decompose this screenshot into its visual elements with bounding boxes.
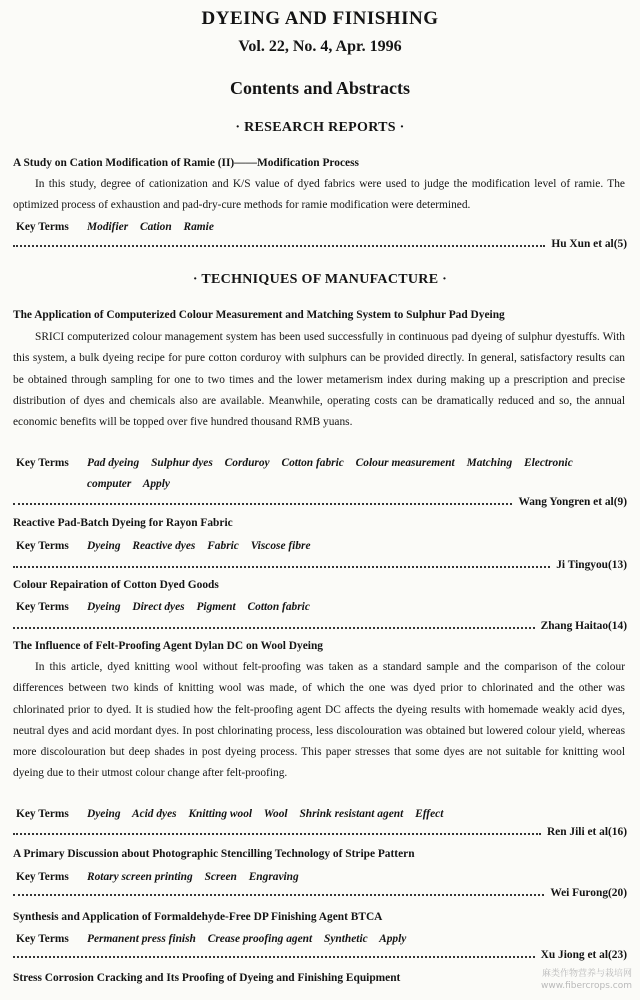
site-watermark — [541, 968, 632, 992]
key-term: Viscose fibre — [250, 540, 311, 552]
author-line — [13, 557, 627, 571]
article-title: A Study on Cation Modification of Ramie (II)——Modification Process — [13, 157, 359, 169]
key-terms-label: Key Terms — [16, 601, 69, 613]
key-term: Wool — [263, 808, 288, 820]
article-abstract: SRICI computerized colour management system has been used successfully in continuous pad dyeing of sulphur dyestuffs. With this system, a bulk dyeing recipe for pure cotton corduroy with sulphurs can be provided directly. In general, satisfactory results can be obtained through sampling for one to two times and the lower metamerism index during making up a prescription and precise distribution of dyes and chemicals also are available. Meanwhile, operating costs can be dramatically reduced and so, the annual economic benefits will be topped over five hundred thousand RMB yuans. — [13, 331, 625, 429]
article-author: Hu Xun et al(5) — [551, 238, 627, 250]
key-terms-list — [87, 536, 627, 557]
key-terms-label: Key Terms — [16, 933, 69, 945]
key-terms-list — [87, 804, 627, 825]
article-title: Reactive Pad-Batch Dyeing for Rayon Fabric — [13, 517, 233, 529]
leader-dots — [13, 956, 535, 958]
issue-line: Vol. 22, No. 4, Apr. 1996 — [238, 38, 402, 55]
key-terms-list — [87, 597, 627, 618]
key-term: Electronic computer — [87, 457, 573, 490]
key-term: Dyeing — [87, 540, 121, 552]
leader-dots — [13, 627, 535, 629]
article-title: Stress Corrosion Cracking and Its Proofing of Dyeing and Finishing Equipment — [13, 972, 401, 984]
key-term: Knitting wool — [188, 808, 253, 820]
key-term: Shrink resistant agent — [299, 808, 404, 820]
key-term: Pigment — [196, 601, 236, 613]
article-title: Synthesis and Application of Formaldehyde-Free DP Finishing Agent BTCA — [13, 911, 383, 923]
key-term: Dyeing — [87, 601, 121, 613]
key-term: Modifier — [87, 221, 129, 233]
leader-dots — [13, 833, 541, 835]
leader-dots — [13, 503, 512, 505]
key-terms-label: Key Terms — [16, 221, 69, 233]
article-title: A Primary Discussion about Photographic Stencilling Technology of Stripe Pattern — [13, 848, 415, 860]
key-term: Ramie — [183, 221, 214, 233]
article-author: Wang Yongren et al(9) — [518, 496, 627, 508]
key-term: Crease proofing agent — [207, 933, 313, 945]
key-term: Effect — [415, 808, 444, 820]
article-author: Ren Jili et al(16) — [546, 826, 627, 838]
article-author: Zhang Haitao(14) — [540, 620, 627, 632]
key-term: Colour measurement — [355, 457, 455, 469]
key-terms-label: Key Terms — [16, 540, 69, 552]
journal-title: DYEING AND FINISHING — [201, 8, 439, 29]
key-terms-label: Key Terms — [16, 457, 69, 469]
key-terms-label: Key Terms — [16, 871, 69, 883]
key-term: Fabric — [207, 540, 239, 552]
section-techniques-of-manufacture: · TECHNIQUES OF MANUFACTURE · — [192, 272, 448, 287]
author-line — [13, 824, 627, 838]
leader-dots — [13, 894, 544, 896]
key-term: Corduroy — [224, 457, 270, 469]
key-term: Reactive dyes — [132, 540, 196, 552]
key-terms-label: Key Terms — [16, 808, 69, 820]
article-title: The Application of Computerized Colour Measurement and Matching System to Sulphur Pad Dyeing — [13, 309, 505, 321]
key-term: Engraving — [248, 871, 299, 883]
author-line — [13, 885, 627, 899]
key-term: Cotton fabric — [281, 457, 344, 469]
article-author: Wei Furong(20) — [550, 887, 627, 899]
leader-dots — [13, 566, 550, 568]
key-term: Apply — [379, 933, 407, 945]
key-term: Screen — [204, 871, 237, 883]
key-term: Rotary screen printing — [87, 871, 193, 883]
article-title: Colour Repairation of Cotton Dyed Goods — [13, 579, 219, 591]
author-line — [13, 494, 627, 508]
key-term: Cation — [140, 221, 172, 233]
key-term: Dyeing — [87, 808, 121, 820]
key-term: Direct dyes — [132, 601, 185, 613]
section-research-reports: · RESEARCH REPORTS · — [235, 120, 405, 135]
author-line — [13, 618, 627, 632]
author-line — [13, 236, 627, 250]
article-title: The Influence of Felt-Proofing Agent Dylan DC on Wool Dyeing — [13, 640, 323, 652]
article-author: Ji Tingyou(13) — [556, 559, 627, 571]
watermark-line: 麻类作物营养与栽培网 — [541, 969, 632, 979]
author-line — [13, 947, 627, 961]
key-term: Sulphur dyes — [151, 457, 213, 469]
key-term: Apply — [142, 478, 170, 490]
key-terms-list — [87, 217, 627, 238]
article-abstract: In this study, degree of cationization and K/S value of dyed fabrics were used to judge the modification level of ramie. The optimized process of exhaustion and pad-dry-cure methods for ramie modification were determined. — [13, 178, 625, 212]
key-term: Cotton fabric — [247, 601, 310, 613]
article-abstract: In this article, dyed knitting wool without felt-proofing was taken as a standard sample and the comparison of the colour differences between two kinds of knitting wool was made, of which the one was dyed prior to chlorinated and the other was chlorinated prior to dyed. It is studied how the felt-proofing agent DC affects the dyeing results with homemade weakly acid dyes, neutral dyes and acid mordant dyes. In post chlorinating process, less discolouration was obtained but lowered colour yield, whereas more discolouration but deep shades in post dyeing process. This paper stresses that some dyes are not suitable for knitting wool dyeing due to their utmost colour change after felt-proofing. — [13, 661, 625, 780]
key-term: Matching — [466, 457, 513, 469]
key-term: Pad dyeing — [87, 457, 140, 469]
key-term: Acid dyes — [131, 808, 177, 820]
contents-title: Contents and Abstracts — [229, 78, 411, 98]
key-term: Synthetic — [324, 933, 368, 945]
watermark-line: www.fibercrops.com — [541, 981, 632, 991]
article-author: Xu Jiong et al(23) — [540, 949, 627, 961]
leader-dots — [13, 245, 545, 247]
key-term: Permanent press finish — [87, 933, 196, 945]
key-terms-list — [87, 453, 627, 495]
